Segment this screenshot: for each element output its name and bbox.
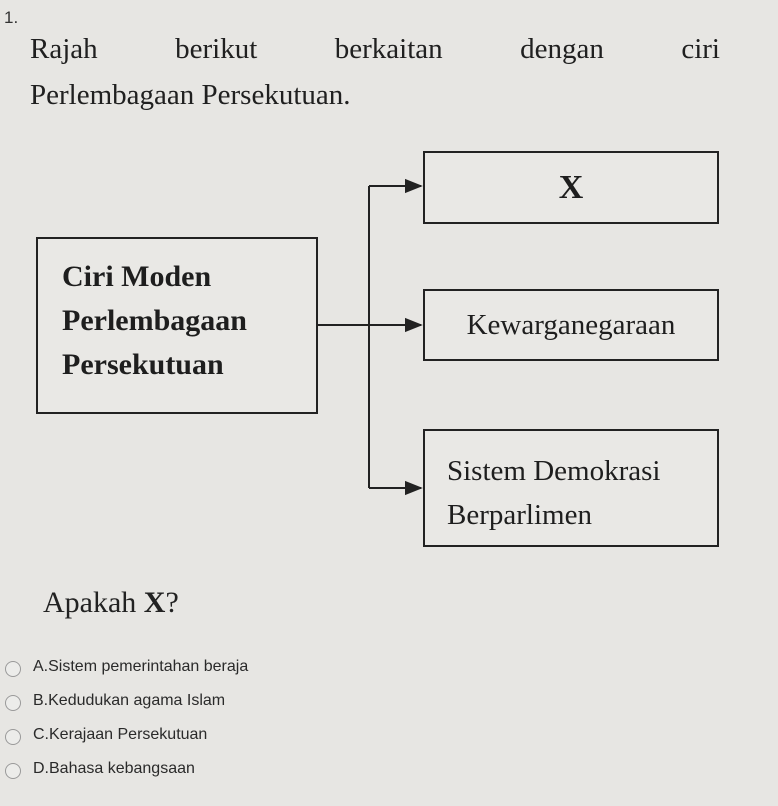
main-concept-box bbox=[36, 237, 318, 414]
box-kewarganegaraan bbox=[423, 289, 719, 361]
stem-line-2: Perlembagaan Persekutuan. bbox=[30, 79, 351, 111]
stem-word: berkaitan bbox=[334, 33, 443, 65]
main-line: Perlembagaan bbox=[62, 304, 247, 337]
option-b[interactable] bbox=[0, 689, 778, 723]
box-sistem-line: Berparlimen bbox=[447, 499, 592, 531]
radio-icon[interactable] bbox=[5, 661, 21, 677]
option-label[interactable]: C.Kerajaan Persekutuan bbox=[33, 726, 208, 743]
option-label[interactable]: D.Bahasa kebangsaan bbox=[33, 760, 195, 777]
radio-icon[interactable] bbox=[5, 729, 21, 745]
stem-word: Rajah bbox=[30, 33, 98, 65]
option-label[interactable]: B.Kedudukan agama Islam bbox=[33, 692, 226, 709]
prompt-bold: X bbox=[143, 586, 166, 619]
option-d[interactable] bbox=[0, 757, 778, 791]
box-x-label: X bbox=[558, 168, 584, 206]
option-c[interactable] bbox=[0, 723, 778, 757]
radio-icon[interactable] bbox=[5, 763, 21, 779]
box-x bbox=[423, 151, 719, 224]
question-prompt bbox=[43, 586, 179, 620]
prompt-text: Apakah bbox=[43, 586, 144, 619]
stem-word: berikut bbox=[175, 33, 258, 65]
answer-options bbox=[0, 655, 778, 791]
main-line: Persekutuan bbox=[62, 348, 224, 381]
box-sistem-line: Sistem Demokrasi bbox=[447, 455, 661, 487]
option-label[interactable]: A.Sistem pemerintahan beraja bbox=[33, 658, 249, 675]
radio-icon[interactable] bbox=[5, 695, 21, 711]
question-number: 1. bbox=[4, 8, 19, 27]
box-kewarganegaraan-label: Kewarganegaraan bbox=[466, 308, 676, 341]
stem-word: dengan bbox=[520, 33, 604, 65]
option-a[interactable] bbox=[0, 655, 778, 689]
main-line: Ciri Moden bbox=[62, 260, 212, 293]
stem-word: ciri bbox=[681, 33, 720, 65]
prompt-mark: ? bbox=[165, 586, 179, 619]
box-sistem-demokrasi bbox=[423, 429, 719, 547]
